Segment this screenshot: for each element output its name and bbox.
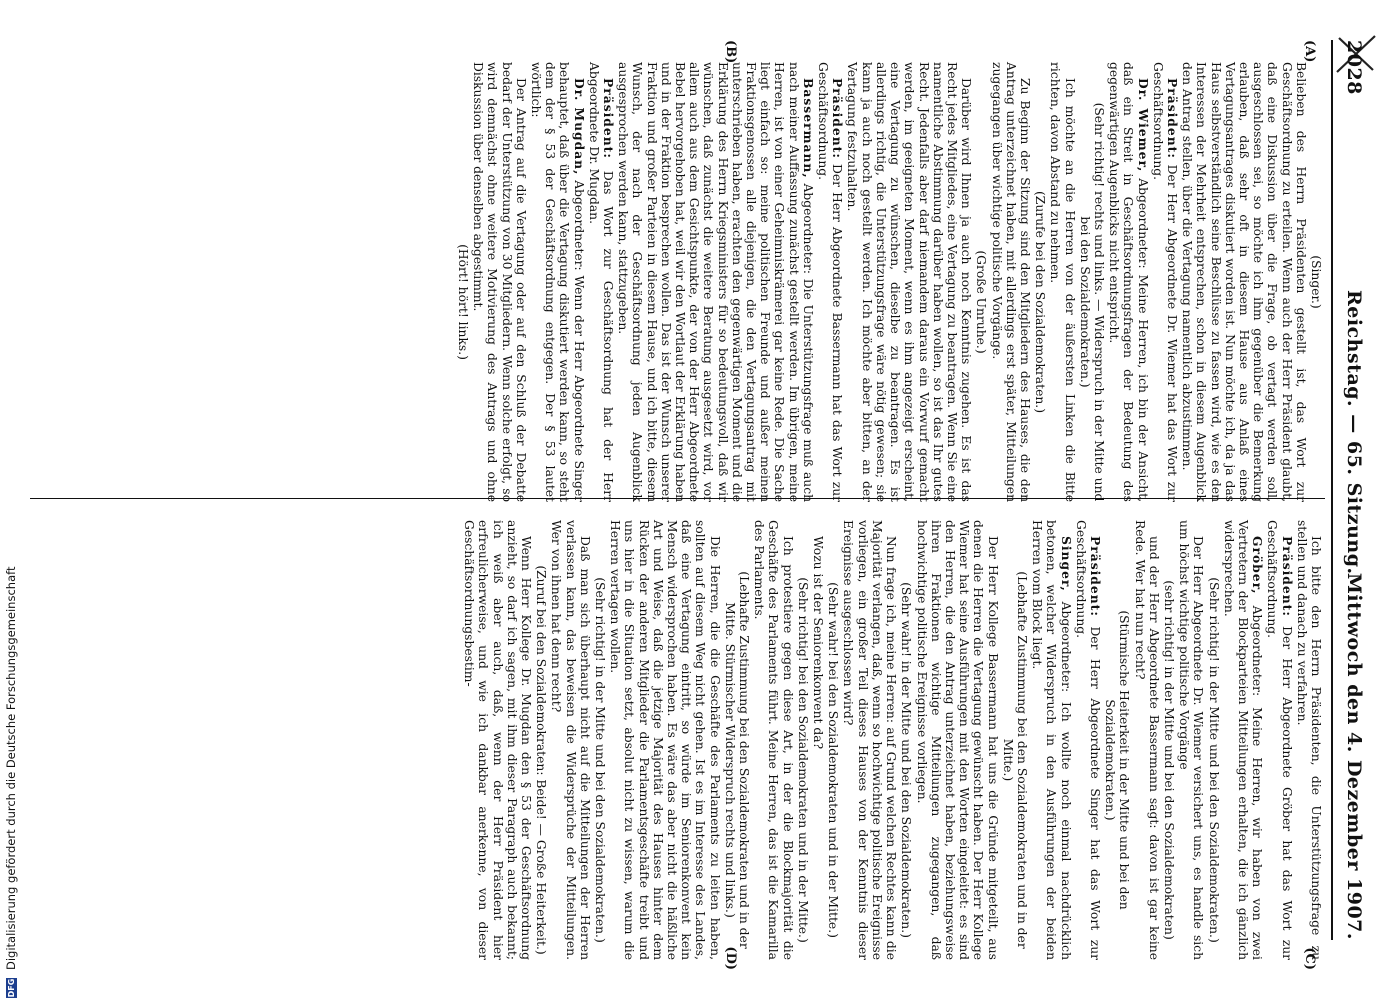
speaker-name: Dr. Wiemer, <box>1135 78 1151 173</box>
margin-letter-b: (B) <box>723 40 738 64</box>
right-column <box>461 520 1323 960</box>
paragraph <box>796 520 810 960</box>
paragraph <box>471 62 528 502</box>
paragraph <box>616 62 815 502</box>
paragraph <box>593 520 607 960</box>
paragraph <box>841 520 898 960</box>
margin-letter-a: (A) <box>1302 40 1317 63</box>
paragraph <box>1295 520 1323 960</box>
paragraph-text: (Stürmische Heiterkeit in der Mitte und bei den Sozialdemokraten.) <box>1103 610 1132 910</box>
paragraph <box>1222 520 1265 960</box>
paragraph-text: (Zurufe bei den Sozialdemokraten.) <box>1033 191 1048 413</box>
paragraph-text: Abgeordneter: Ich wollte noch einmal nachdrücklich betonen, welcher Widerspruch in den Ausführungen der beiden Herren vom Block liegt. <box>1030 520 1073 960</box>
paragraph-text: (Große Unruhe.) <box>974 250 989 354</box>
paragraph <box>1107 62 1150 502</box>
speaker-name: Gröber, <box>1250 536 1266 595</box>
paragraph-text: Wozu ist der Seniorenkonvent da? <box>811 536 826 750</box>
paragraph-text: (Hört! hört! links.) <box>456 244 471 360</box>
paragraph <box>1103 520 1131 960</box>
digitization-credit: Digitalisierung gefördert durch die Deutsche Forschungsgemeinschaft <box>4 566 18 970</box>
paragraph <box>989 62 1032 502</box>
header-rule <box>1331 40 1333 940</box>
margin-letter-d: (D) <box>723 946 738 970</box>
paragraph <box>1265 520 1293 960</box>
paragraph-text: Der Herr Kollege Bassermann hat uns die Gründe mitgeteilt, aus denen die Herren die Vertagung gewünscht haben. Der Herr Kollege Wiemer hat seine Ausführungen mit den Worten eingeleitet: es sind den Herren, die den Antrag unterzeichnet haben, beziehungsweise ihren Fraktionen wichtige Mitteilungen zugegangen, daß hochwichtige politische Ereignisse vorliegen. <box>914 520 1000 960</box>
paragraph <box>1078 62 1106 502</box>
paragraph-text: Der Herr Abgeordnete Dr. Wiemer versichert uns, es handle sich um höchst wichtige politische Vorgänge <box>1177 520 1206 960</box>
paragraph <box>1309 62 1323 502</box>
paragraph <box>1048 62 1076 502</box>
paragraph-text: Der Herr Abgeordnete Dr. Wiemer hat das Wort zur Geschäftsordnung. <box>1150 62 1179 502</box>
paragraph-text: Die Herren, die die Geschäfte des Parlaments zu leiten haben, sollten auf diesem Weg nicht gehen. Ist es im Interesse des Landes, daß eine Vertagung eintritt, so würde im Seniorenkonvent kein Mensch widersprochen haben. Es wäre das aber nicht die häßliche Art und Weise, daß die jetzige Majorität des Hauses hinter dem Rücken der anderen Mitglieder die Parlamentsgeschäfte treibt und uns hier in die Situation setzt, absolut nicht zu wissen, warum die Herren vertagen wollen. <box>608 520 722 960</box>
speaker-name: Singer, <box>1058 536 1074 592</box>
paragraph-text: Der Herr Abgeordnete Bassermann hat das Wort zur Geschäftsordnung. <box>816 62 845 502</box>
paragraph-text: Abgeordneter: Meine Herren, wir haben von zwei Vertretern der Blockparteien Mitteilungen erhalten, die ich gänzlich widersprechen. <box>1221 520 1265 960</box>
paragraph-text: Abgeordneter: Die Unterstützungsfrage muß auch nach meiner Auffassung zunächst gestellt werden. Im übrigen, meine Herren, ist von einer Geheimniskrämerei gar keine Rede. Die Sache liegt einfach so: meine politischen Freunde und außer meinen Fraktionsgenossen alle diejenigen, die den Vertagungsantrag mit unterschrieben haben, erachten den gegenwärtigen Moment und die Erklärung des Herrn Kriegsministers für so bedeutungsvoll, daß wir wünschen, daß zunächst die weitere Beratung ausgesetzt wird, vor allem auch aus dem Gesichtspunkte, der von der Herr Abgeordnete Bebel hervorgehoben hat, weil wir den Wortlaut der Erklärung haben und in der Fraktion besprechen wollen. Das ist der Wunsch unserer Fraktion und großer Parteien in diesem Hause, und ich bitte, diesem Wunsch, der nach der Geschäftsordnung jeden Augenblick ausgesprochen werden kann, stattzugeben. <box>616 62 815 502</box>
paragraph-text: Abgeordneter: Wenn der Herr Abgeordnete Singer behauptet, daß über die Vertagung diskutiert werden kann, so steht dem der § 53 der Geschäftsordnung entgegen. Der § 53 lautet wörtlich: <box>529 62 586 502</box>
left-column <box>455 62 1323 502</box>
paragraph-text: (Sehr richtig! in der Mitte und bei den Sozialdemokraten.) <box>1206 577 1221 943</box>
paragraph-text: Abgeordneter: Meine Herren, ich bin der Ansicht, daß ein Streit in Geschäftsordnungsfragen der Bedeutung des gegenwärtigen Augenblicks nicht entspricht. <box>1107 62 1150 502</box>
paragraph-text: (Lebhafte Zustimmung bei den Sozialdemokraten und in der Mitte.) <box>1000 571 1029 949</box>
paragraph <box>826 520 840 960</box>
paragraph <box>1033 62 1047 502</box>
paragraph <box>1132 520 1160 960</box>
paragraph-text: (Sehr wahr! in der Mitte und bei den Sozialdemokraten.) <box>899 582 914 938</box>
dfg-logo: DFG <box>7 978 16 998</box>
paragraph <box>811 520 825 960</box>
paragraph <box>549 520 592 960</box>
speaker-name: Präsident: <box>830 78 846 159</box>
paragraph <box>752 520 795 960</box>
paragraph <box>1151 62 1179 502</box>
paragraph-text: (Sehr wahr! bei den Sozialdemokraten und in der Mitte.) <box>826 582 841 938</box>
paragraph <box>1206 520 1220 960</box>
paragraph-text: (Lebhafte Zustimmung bei den Sozialdemokraten und in der Mitte. Stürmischer Widerspruch rechts und links.) <box>722 571 752 949</box>
paragraph-text: (Sehr richtig! in der Mitte und bei den Sozialdemokraten.) <box>593 577 608 943</box>
paragraph <box>1030 520 1073 960</box>
paragraph-text: (Sehr richtig! bei den Sozialdemokraten und in der Mitte.) <box>795 577 810 943</box>
paragraph <box>456 62 470 502</box>
paragraph-text: (Zuruf bei den Sozialdemokraten: Beide! — Große Heiterkeit.) <box>534 565 549 955</box>
speaker-name: Präsident: <box>601 78 617 159</box>
paragraph <box>608 520 722 960</box>
paragraph-text: Der Herr Abgeordnete Gröber hat das Wort zur Geschäftsordnung. <box>1265 520 1294 960</box>
header-date: Mittwoch den 4. Dezember 1907. <box>1343 572 1365 940</box>
paragraph-text: Ich protestiere gegen diese Art, in der die Blockmajorität die Geschäfte des Parlaments führt. Meine Herren, das ist die Kamarilla des Parlaments. <box>752 520 795 960</box>
column-divider <box>30 498 1325 499</box>
paragraph-text: (Sehr richtig! rechts und links. — Widerspruch in der Mitte und bei den Sozialdemokraten.) <box>1077 102 1106 502</box>
speaker-name: Dr. Mugdan, <box>571 78 587 176</box>
speaker-name: Präsident: <box>1087 536 1103 617</box>
paragraph <box>1180 62 1308 502</box>
page-number: 2028 <box>1343 40 1365 95</box>
header-session: Reichstag. — 65. Sitzung. <box>1343 290 1365 575</box>
paragraph <box>723 520 751 960</box>
paragraph <box>845 62 973 502</box>
paragraph <box>462 520 533 960</box>
paragraph <box>1162 520 1176 960</box>
paragraph-text: Der Antrag auf die Vertagung oder auf den Schluß der Debatte bedarf der Unterstützung von 30 Mitgliedern. Wenn solche erfolgt, so wird demnächst ohne weitere Motivierung des Antrags und ohne Diskussion über denselben abgestimmt. <box>471 62 528 502</box>
paragraph-text: Nun frage ich, meine Herren: auf Grund welchen Rechtes kann die Majorität verlangen, daß, wenn so hochwichtige politische Ereignisse vorliegen, ein großer Teil dieses Hauses von der Kenntnis dieser Ereignisse ausgeschlossen wird? <box>841 520 899 960</box>
paragraph-text: Das Wort zur Geschäftsordnung hat der Herr Abgeordnete Dr. Mugdan. <box>586 62 616 502</box>
paragraph <box>899 520 913 960</box>
margin-letter-c: (C) <box>1302 947 1317 970</box>
paragraph-text: Ich bitte den Herrn Präsidenten, die Unterstützungsfrage zu stellen und danach zu verfahren. <box>1294 520 1323 960</box>
paragraph-text: Der Herr Abgeordnete Singer hat das Wort zur Geschäftsordnung. <box>1073 520 1102 960</box>
paragraph-text: Daß man sich überhaupt nicht auf die Mitteilungen der Herren verlassen kann, das beweisen die Widersprüche der Mitteilungen. Wer von ihnen hat denn recht? <box>549 520 592 960</box>
paragraph <box>529 62 586 502</box>
paragraph-text: (sehr richtig! in der Mitte und bei den Sozialdemokraten) <box>1161 580 1176 940</box>
paragraph-text: Darüber wird Ihnen ja auch noch Kenntnis zugehen. Es ist das Recht jedes Mitgliedes, eine Vertagung zu beantragen. Wenn Sie eine namentliche Abstimmung darüber haben wollen, so ist das Ihr gutes Recht. Jedenfalls aber darf niemandem daraus ein Vorwurf gemacht werden, im geeigneten Moment, wenn es ihm angezeigt erscheint, eine Vertagung zu wünschen, dieselbe zu beantragen. Es ist allerdings richtig, die Unterstützungsfrage wäre nötig gewesen; sie kann ja auch noch gestellt werden. Ich möchte aber bitten, an der Vertagung festzuhalten. <box>845 62 974 502</box>
speaker-name: Präsident: <box>1164 78 1180 159</box>
speaker-name: Präsident: <box>1279 536 1295 617</box>
paragraph <box>974 62 988 502</box>
paragraph <box>534 520 548 960</box>
page-footer <box>4 0 30 1000</box>
paragraph <box>816 62 844 502</box>
paragraph-text: Zu Beginn der Sitzung sind den Mitgliedern des Hauses, die den Antrag unterzeichnet haben, mit allerdings erst später, Mitteilungen zugegangen über wichtige politische Vorgänge. <box>989 62 1032 502</box>
speaker-name: Bassermann, <box>800 78 816 179</box>
paragraph-text: Wenn Herr Kollege Dr. Mugdan den § 53 der Geschäftsordnung anzieht, so darf ich sagen, mit ihm dieser Paragraph auch bekannt; ich weiß aber auch, daß, wenn der Herr Präsident hier erfreulicherweise, und wie ich dankbar anerkenne, von dieser Geschäftsordnungsbestim- <box>462 520 534 960</box>
paragraph <box>587 62 615 502</box>
paragraph <box>914 520 999 960</box>
paragraph <box>1001 520 1029 960</box>
paragraph <box>1177 520 1205 960</box>
paragraph-text: (Singer.) <box>1309 255 1323 309</box>
paragraph-text: und der Herr Abgeordnete Bassermann sagt: davon ist gar keine Rede. Wer hat nun recht? <box>1132 520 1161 960</box>
paragraph-text: Belieben des Herrn Präsidenten gestellt ist, das Wort zur Geschäftsordnung zu erteilen. Wenn auch der Herr Präsident glaubt, daß eine Diskussion über die Frage, ob vertagt werden soll, ausgeschlossen sei, so möchte ich ihm gegenüber die Bemerkung erlauben, daß sehr oft in diesem Hause aus Anlaß eines Vertagungsantrages diskutiert worden ist. Nun möchte ich, da ja das Haus selbstverständlich seine Beschlüsse zu fassen wird, wie es den Interessen der Mehrheit entsprechen, schon in diesem Augenblick den Antrag stellen, über die Vertagung namentlich abzustimmen. <box>1180 62 1308 502</box>
paragraph-text: Ich möchte an die Herren von der äußersten Linken die Bitte richten, davon Abstand zu nehmen. <box>1048 62 1077 502</box>
paragraph <box>1074 520 1102 960</box>
page-header <box>1337 40 1365 940</box>
